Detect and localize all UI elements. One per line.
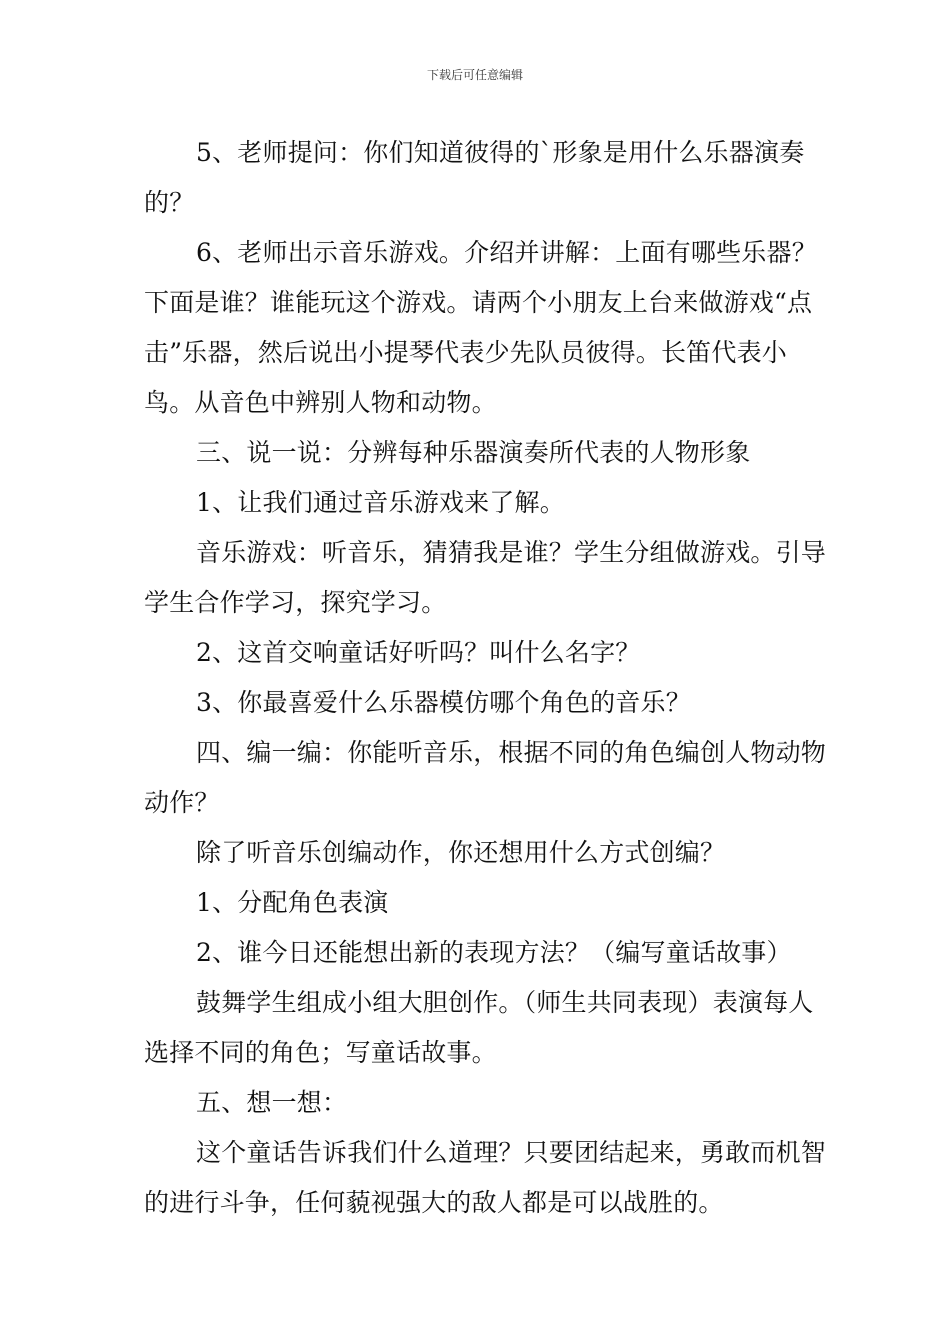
paragraph-section-5-heading: 五、想一想： <box>196 1088 348 1117</box>
paragraph-section-4-prompt: 除了听音乐创编动作，你还想用什么方式创编？ <box>196 838 726 867</box>
paragraph-section-3-item-2: 2、这首交响童话好听吗？叫什么名字？ <box>196 638 641 667</box>
paragraph-question-5: 5、老师提问：你们知道彼得的`形象是用什么乐器演奏的？ <box>144 138 805 217</box>
paragraph-section-3-heading: 三、说一说：分辨每种乐器演奏所代表的人物形象 <box>196 438 751 467</box>
paragraph-section-4-heading: 四、编一编：你能听音乐，根据不同的角色编创人物动物动作？ <box>144 738 827 817</box>
paragraph-section-4-item-1: 1、分配角色表演 <box>196 888 389 917</box>
document-body <box>144 128 834 1228</box>
paragraph-conclusion: 这个童话告诉我们什么道理？只要团结起来，勇敢而机智的进行斗争，任何藐视强大的敌人都是可以战胜的。 <box>144 1138 827 1217</box>
paragraph-encourage: 鼓舞学生组成小组大胆创作。（师生共同表现）表演每人选择不同的角色；写童话故事。 <box>144 988 814 1067</box>
page-header: 下载后可任意编辑 <box>426 68 523 82</box>
paragraph-section-4-item-2: 2、谁今日还能想出新的表现方法？（编写童话故事） <box>196 938 792 967</box>
paragraph-step-6: 6、老师出示音乐游戏。介绍并讲解：上面有哪些乐器？下面是谁？谁能玩这个游戏。请两个小朋友上台来做游戏“点击”乐器，然后说出小提琴代表少先队员彼得。长笛代表小鸟。从音色中辨别人物和动物。 <box>144 238 817 417</box>
paragraph-section-3-item-3: 3、你最喜爱什么乐器模仿哪个角色的音乐？ <box>196 688 691 717</box>
paragraph-section-3-item-1: 1、让我们通过音乐游戏来了解。 <box>196 488 565 517</box>
paragraph-music-game: 音乐游戏：听音乐，猜猜我是谁？学生分组做游戏。引导学生合作学习，探究学习。 <box>144 538 827 617</box>
